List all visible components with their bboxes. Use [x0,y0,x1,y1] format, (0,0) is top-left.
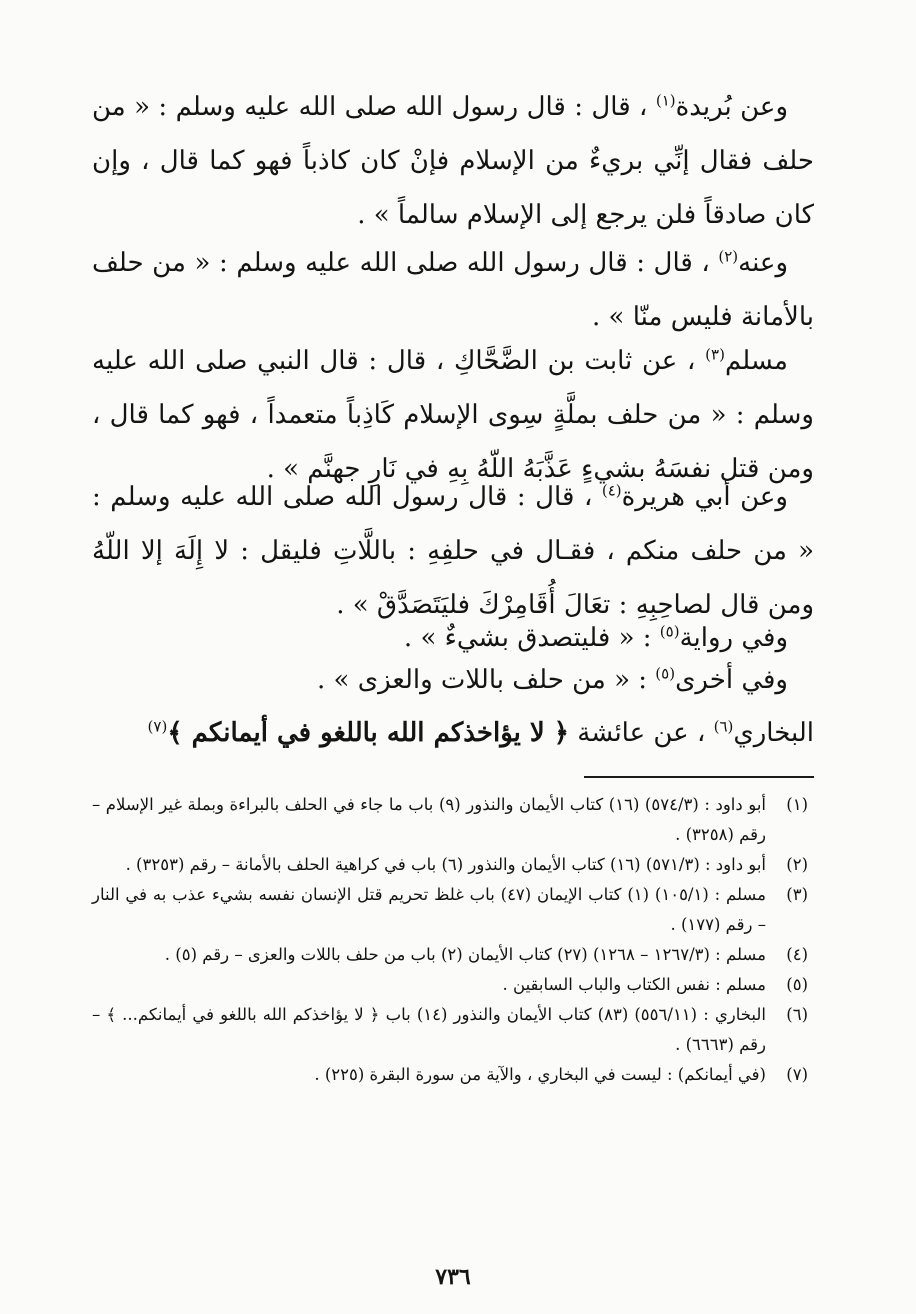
paragraph-5-lead: وفي رواية [679,623,788,653]
footnote-number: (٧) [786,1065,808,1084]
paragraph-3-text: ، عن ثابت بن الضَّحَّاكِ ، قال : قال النبي صلى الله عليه وسلم : « من حلف بملَّةٍ سِوى الإسلام كَاذِباً متعمداً ، فهو كما قال ، ومن قتل نفسَهُ بشيءٍ عَذَّبَهُ اللّهُ بِهِ في نَارِ جهنَّم » . [92,346,814,484]
footnote-divider [584,776,814,778]
footnote-text: أبو داود : (٥٧١/٣) (١٦) كتاب الأيمان والنذور (٦) باب في كراهية الحلف بالأمانة – رقم (٣٢٥٣) . [125,855,766,874]
footnote-item [92,790,814,850]
footnote-text: مسلم : (١٢٦٧/٣ – ١٢٦٨) (٢٧) كتاب الأيمان (٢) باب من حلف باللات والعزى – رقم (٥) . [164,945,766,964]
footnote-item [92,1060,814,1090]
footnote-text: مسلم : نفس الكتاب والباب السابقين . [502,975,766,994]
paragraph-5 [92,616,814,660]
footnote-ref-4[interactable]: (٤) [601,481,622,500]
footnote-ref-5b[interactable]: (٥) [655,664,676,683]
paragraph-1 [92,80,814,242]
paragraph-4-lead: وعن أبي هريرة [621,482,788,512]
paragraph-4 [92,470,814,632]
footnote-number: (١) [786,795,808,814]
quran-verse: ﴿ لا يؤاخذكم الله باللغو في أيمانكم ﴾ [167,718,570,748]
paragraph-4-text: ، قال : قال رسول الله صلى الله عليه وسلم : « من حلف منكم ، فقـال في حلفِهِ : باللَّاتِ فليقل : لا إِلَهَ إلا اللّهُ ومن قال لصاحِبِهِ : تعَالَ أُقَامِرْكَ فليَتَصَدَّقْ » . [92,482,814,620]
footnote-item [92,940,814,970]
footnote-number: (٤) [786,945,808,964]
footnote-ref-2[interactable]: (٢) [718,247,739,266]
page-number: ٧٣٦ [435,1264,471,1290]
footnote-text: أبو داود : (٥٧٤/٣) (١٦) كتاب الأيمان والنذور (٩) باب ما جاء في الحلف بالبراءة وبملة غير الإسلام – رقم (٣٢٥٨) . [92,795,766,844]
footnote-text: البخاري : (٥٥٦/١١) (٨٣) كتاب الأيمان والنذور (١٤) باب ﴿ لا يؤاخذكم الله باللغو في أيمانكم... ﴾ – رقم (٦٦٦٣) . [92,1005,767,1054]
footnote-item [92,1000,814,1060]
paragraph-2 [92,236,814,344]
footnotes-list [92,790,814,1090]
paragraph-7-text: ، عن عائشة [569,718,714,748]
paragraph-6 [92,658,814,702]
footnote-item [92,880,814,940]
footnote-ref-7[interactable]: (٧) [147,717,168,736]
paragraph-2-text: ، قال : قال رسول الله صلى الله عليه وسلم : « من حلف بالأمانة فليس منّا » . [92,248,814,332]
footnote-item [92,970,814,1000]
footnote-number: (٢) [786,855,808,874]
footnote-number: (٦) [786,1005,808,1024]
footnote-number: (٣) [786,885,808,904]
footnote-ref-3[interactable]: (٣) [705,345,725,364]
footnote-number: (٥) [786,975,808,994]
paragraph-6-text: : « من حلف باللات والعزى » . [317,665,656,695]
footnote-ref-1[interactable]: (١) [655,91,676,110]
paragraph-2-lead: وعنه [738,248,788,278]
footnote-text: مسلم : (١٠٥/١) (١) كتاب الإيمان (٤٧) باب غلظ تحريم قتل الإنسان نفسه بشيء عذب به في النار – رقم (١٧٧) . [92,885,766,934]
paragraph-7 [92,706,814,760]
footnote-ref-5a[interactable]: (٥) [659,622,680,641]
paragraph-6-lead: وفي أخرى [675,665,788,695]
paragraph-3-lead: مسلم [724,346,788,376]
footnote-item [92,850,814,880]
footnote-ref-6[interactable]: (٦) [713,717,734,736]
paragraph-7-lead: البخاري [733,718,814,748]
book-page [92,80,814,1300]
paragraph-5-text: : « فليتصدق بشيءٌ » . [403,623,660,653]
paragraph-1-text: ، قال : قال رسول الله صلى الله عليه وسلم : « من حلف فقال إنِّي بريءٌ من الإسلام فإنْ كان كاذباً فهو كما قال ، وإن كان صادقاً فلن يرجع إلى الإسلام سالماً » . [92,92,814,230]
paragraph-1-lead: وعن بُريدة [675,92,788,122]
footnote-text: (في أيمانكم) : ليست في البخاري ، والآية من سورة البقرة (٢٢٥) . [314,1065,766,1084]
